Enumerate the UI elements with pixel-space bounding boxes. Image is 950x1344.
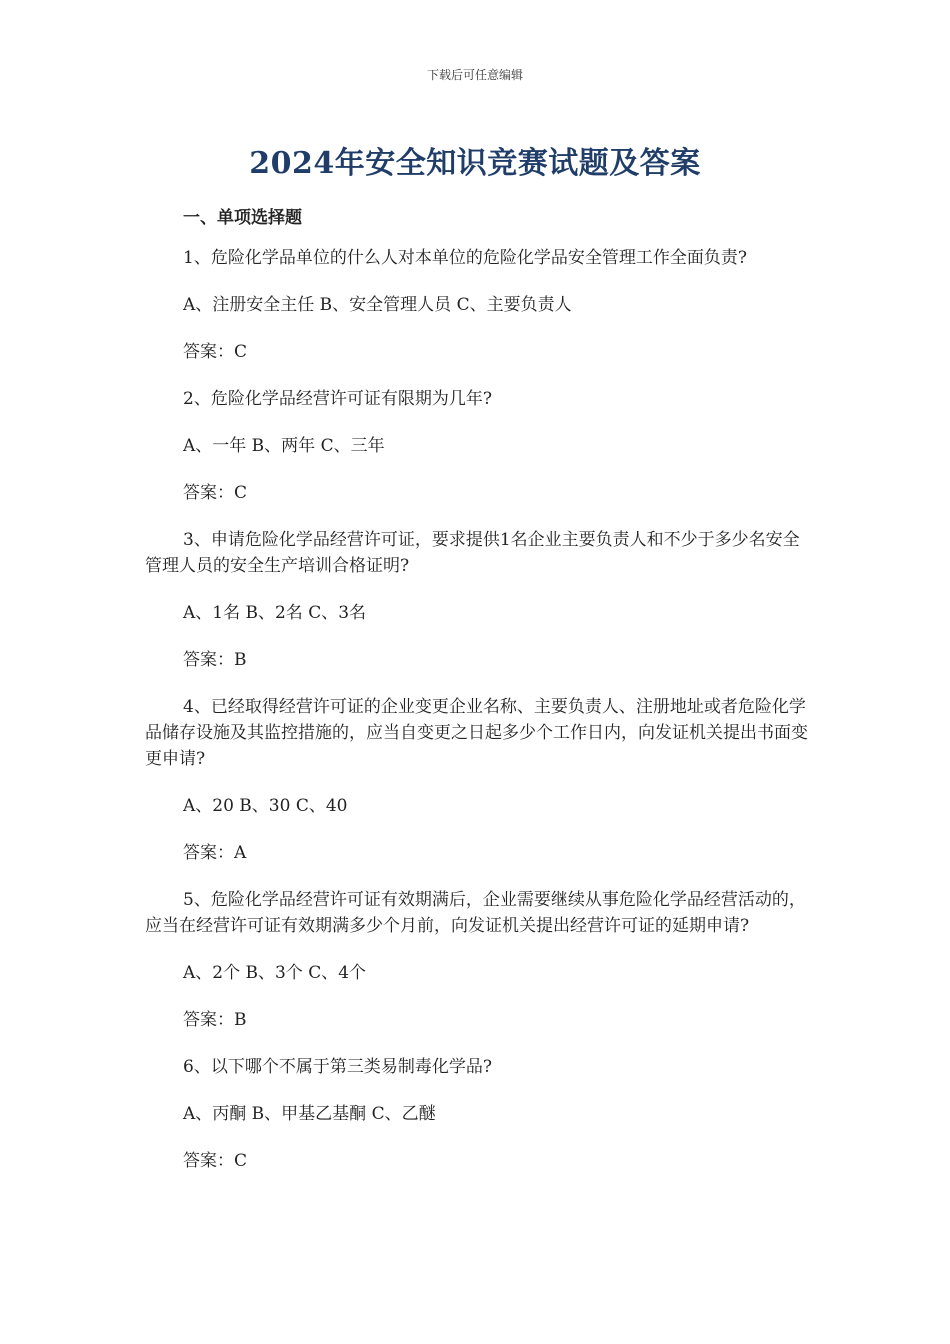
- header-note: 下载后可任意编辑: [426, 68, 523, 82]
- document-title: 2024年安全知识竞赛试题及答案: [249, 146, 701, 181]
- question-2: 2、危险化学品经营许可证有限期为几年?: [183, 389, 492, 409]
- question-4-options: A、20 B、30 C、40: [183, 796, 348, 816]
- question-3: 3、申请危险化学品经营许可证，要求提供1名企业主要负责人和不少于多少名安全管理人员的安全生产培训合格证明?: [145, 530, 800, 576]
- question-5-options: A、2个 B、3个 C、4个: [183, 963, 367, 983]
- question-4: 4、已经取得经营许可证的企业变更企业名称、主要负责人、注册地址或者危险化学品储存设施及其监控措施的，应当自变更之日起多少个工作日内，向发证机关提出书面变更申请?: [145, 697, 808, 769]
- question-6-answer: 答案：C: [183, 1151, 248, 1171]
- question-5-answer: 答案：B: [183, 1010, 247, 1030]
- question-5: 5、危险化学品经营许可证有效期满后，企业需要继续从事危险化学品经营活动的，应当在经营许可证有效期满多少个月前，向发证机关提出经营许可证的延期申请?: [145, 890, 806, 936]
- section-heading: 一、单项选择题: [183, 208, 302, 228]
- question-3-answer: 答案：B: [183, 650, 247, 670]
- question-1-options: A、注册安全主任 B、安全管理人员 C、主要负责人: [183, 295, 572, 315]
- question-6: 6、以下哪个不属于第三类易制毒化学品?: [183, 1057, 492, 1077]
- question-6-options: A、丙酮 B、甲基乙基酮 C、乙醚: [183, 1104, 436, 1124]
- question-4-answer: 答案：A: [183, 843, 247, 863]
- question-1-answer: 答案：C: [183, 342, 248, 362]
- question-3-options: A、1名 B、2名 C、3名: [183, 603, 367, 623]
- question-2-answer: 答案：C: [183, 483, 248, 503]
- question-1: 1、危险化学品单位的什么人对本单位的危险化学品安全管理工作全面负责?: [183, 248, 747, 268]
- question-2-options: A、一年 B、两年 C、三年: [183, 436, 385, 456]
- document-body: [145, 205, 810, 1195]
